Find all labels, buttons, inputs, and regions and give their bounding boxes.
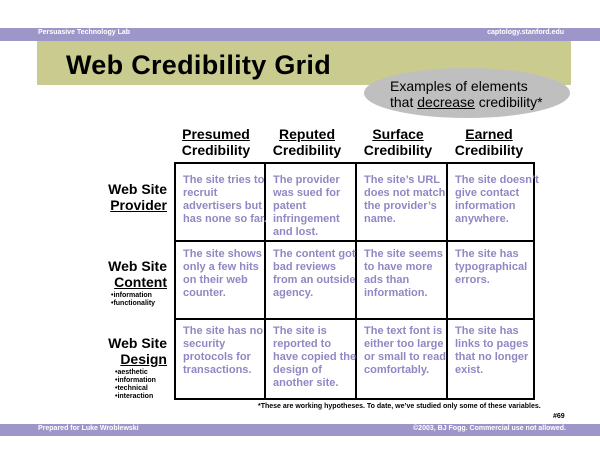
slide-number: #69 [553,413,565,420]
grid-cell: The site doesn’t give contact information anywhere. [455,174,539,225]
callout-line-1: Examples of elements [390,78,528,94]
grid-cell: The content got bad reviews from an outside agency. [273,248,356,299]
callout-prefix: that [390,94,418,110]
grid-cell: The site tries to recruit advertisers but has none so far. [183,174,267,225]
copyright: ©2003, BJ Fogg. Commercial use not allowed. [413,425,566,432]
row-label-provider: Web Site Provider [108,181,167,213]
column-header-presumed: Presumed Credibility [181,126,251,158]
grid-divider [174,318,535,320]
grid-divider [174,240,535,242]
grid-cell: The site’s URL does not match the provider’s name. [364,174,446,225]
lab-name: Persuasive Technology Lab [38,29,131,36]
content-subitems: •information •functionality [111,292,156,307]
site-url: captology.stanford.edu [487,29,564,36]
row-label-design: Web Site Design [108,335,167,367]
grid-cell: The provider was sued for patent infringement and lost. [273,174,341,238]
column-header-reputed: Reputed Credibility [272,126,342,158]
top-bar [0,28,600,41]
page-title: Web Credibility Grid [66,50,332,80]
grid-cell: The site has links to pages that no longer exist. [455,325,529,376]
grid-cell: The site has typographical errors. [455,248,528,286]
column-header-surface: Surface Credibility [363,126,433,158]
design-subitems: •aesthetic •information •technical •interaction [115,369,156,400]
callout-decrease: decrease [417,94,475,110]
bottom-bar [0,424,600,436]
callout-line-2 [390,94,543,110]
grid-cell: The text font is either too large or small to read comfortably. [364,325,446,376]
row-label-content: Web Site Content [108,258,167,290]
grid-cell: The site has no security protocols for transactions. [183,325,264,376]
grid-cell: The site shows only a few hits on their web counter. [183,248,262,299]
footnote: *These are working hypotheses. To date, we’ve studied only some of these variables. [258,403,541,410]
grid-cell: The site is reported to have copied the design of another site. [273,325,357,389]
prepared-for: Prepared for Luke Wroblewski [38,425,139,432]
column-header-earned: Earned Credibility [454,126,524,158]
callout-suffix: credibility* [474,94,543,110]
grid-cell: The site seems to have more ads than information. [364,248,443,299]
